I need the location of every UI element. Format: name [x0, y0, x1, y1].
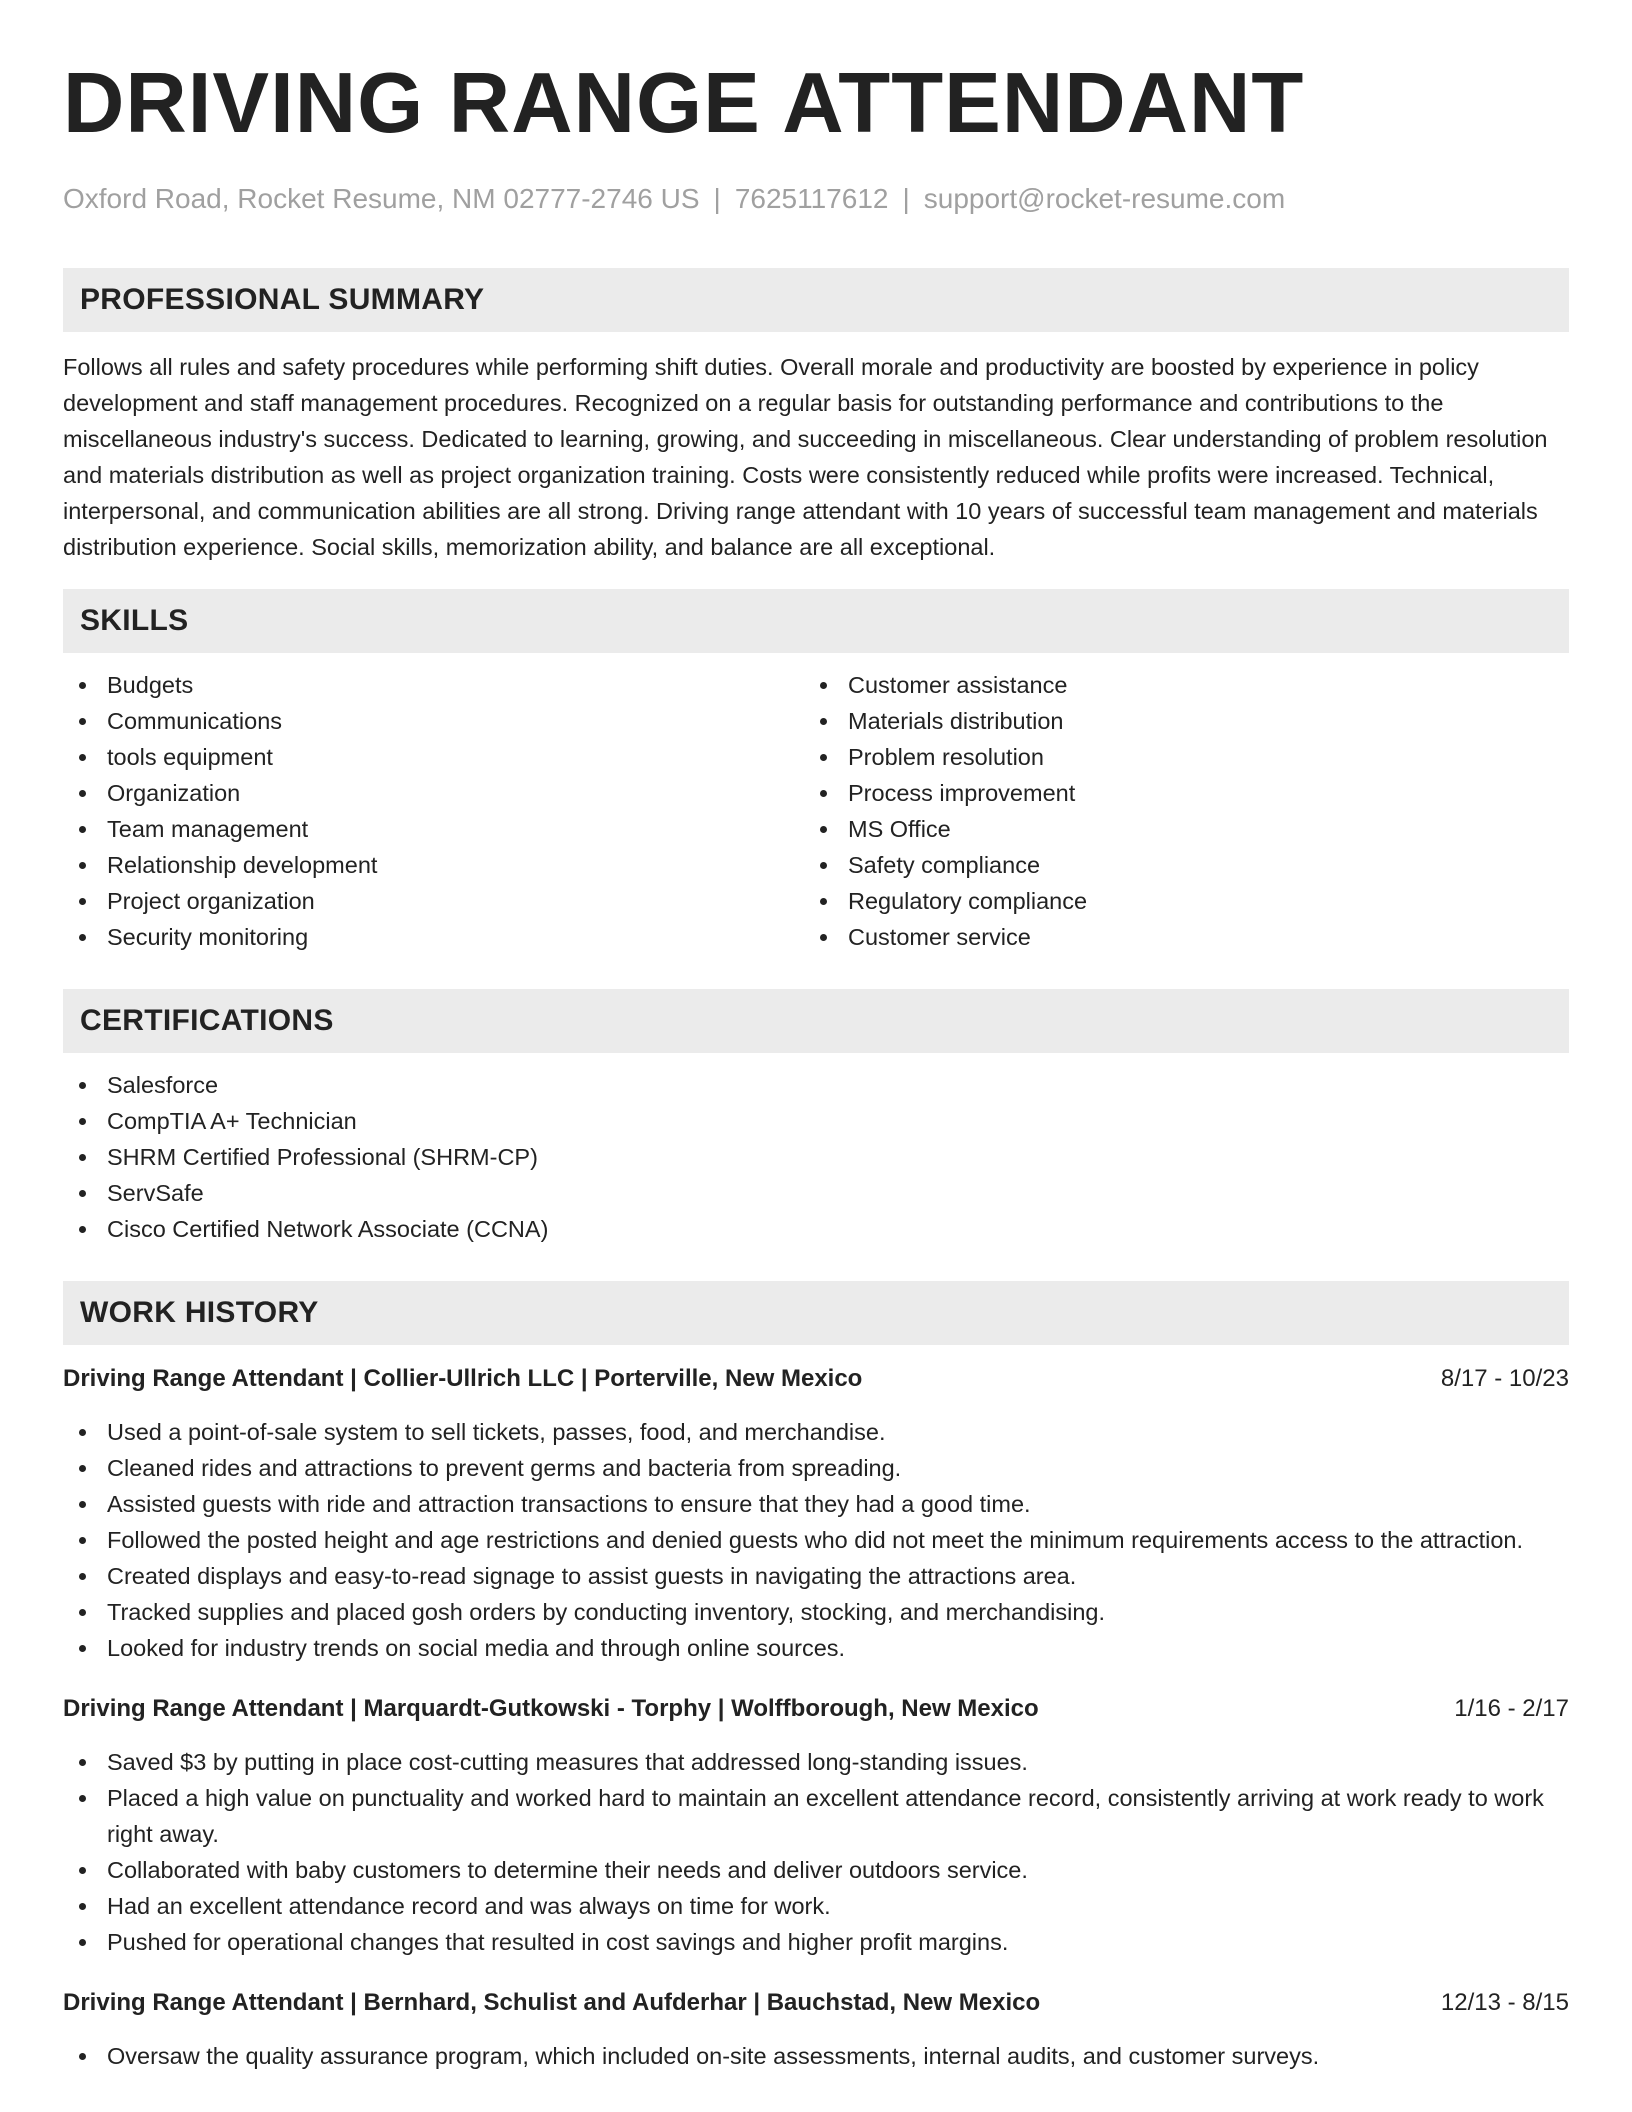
contact-address: Oxford Road, Rocket Resume, NM 02777-2746 US: [63, 183, 700, 214]
certification-item: CompTIA A+ Technician: [63, 1103, 1569, 1139]
job-title: Driving Range Attendant | Marquardt-Gutkowski - Torphy | Wolffborough, New Mexico: [63, 1695, 1039, 1722]
skills-list-right: [804, 667, 1545, 955]
job-entry: [63, 1986, 1569, 2074]
contact-separator: |: [713, 183, 721, 214]
job-bullet: Assisted guests with ride and attraction transactions to ensure that they had a good time.: [63, 1486, 1569, 1522]
job-header: [63, 1362, 1569, 1396]
skill-item: Relationship development: [63, 847, 804, 883]
certification-item: ServSafe: [63, 1175, 1569, 1211]
job-bullet: Tracked supplies and placed gosh orders by conducting inventory, stocking, and merchandising.: [63, 1594, 1569, 1630]
skill-item: Team management: [63, 811, 804, 847]
job-title: Driving Range Attendant | Collier-Ullrich LLC | Porterville, New Mexico: [63, 1365, 863, 1392]
skills-list-left: [63, 667, 804, 955]
job-title: Driving Range Attendant | Bernhard, Schulist and Aufderhar | Bauchstad, New Mexico: [63, 1989, 1041, 2016]
contact-separator: |: [902, 183, 910, 214]
skill-item: Safety compliance: [804, 847, 1545, 883]
certification-item: Salesforce: [63, 1067, 1569, 1103]
contact-line: [63, 182, 1569, 216]
job-bullets: [63, 1414, 1569, 1666]
job-dates: 1/16 - 2/17: [1454, 1695, 1569, 1722]
skill-item: Materials distribution: [804, 703, 1545, 739]
job-bullet: Used a point-of-sale system to sell tickets, passes, food, and merchandise.: [63, 1414, 1569, 1450]
job-bullet: Cleaned rides and attractions to prevent germs and bacteria from spreading.: [63, 1450, 1569, 1486]
skill-item: Problem resolution: [804, 739, 1545, 775]
section-header-skills: SKILLS: [63, 589, 1569, 653]
job-bullet: Placed a high value on punctuality and worked hard to maintain an excellent attendance record, consistently arriving at work ready to work right away.: [63, 1780, 1569, 1852]
summary-text: Follows all rules and safety procedures while performing shift duties. Overall morale and productivity are boosted by experience in policy development and staff management procedures. Recognized on a regular basis for outstanding performance and contributions to the miscellaneous industry's success. Dedicated to learning, growing, and succeeding in miscellaneous. Clear understanding of problem resolution and materials distribution as well as project organization training. Costs were consistently reduced while profits were increased. Technical, interpersonal, and communication abilities are all strong. Driving range attendant with 10 years of successful team management and materials distribution experience. Social skills, memorization ability, and balance are all exceptional.: [63, 354, 1548, 560]
job-bullets: [63, 2038, 1569, 2074]
job-bullet: Collaborated with baby customers to determine their needs and deliver outdoors service.: [63, 1852, 1569, 1888]
skills-columns: [63, 667, 1569, 955]
job-header: [63, 1692, 1569, 1726]
job-bullets: [63, 1744, 1569, 1960]
job-entry: [63, 1362, 1569, 1666]
job-bullet: Created displays and easy-to-read signage to assist guests in navigating the attractions area.: [63, 1558, 1569, 1594]
skill-item: Regulatory compliance: [804, 883, 1545, 919]
certification-item: SHRM Certified Professional (SHRM-CP): [63, 1139, 1569, 1175]
skill-item: Project organization: [63, 883, 804, 919]
job-bullet: Saved $3 by putting in place cost-cutting measures that addressed long-standing issues.: [63, 1744, 1569, 1780]
job-dates: 8/17 - 10/23: [1440, 1365, 1569, 1392]
job-bullet: Pushed for operational changes that resulted in cost savings and higher profit margins.: [63, 1924, 1569, 1960]
section-header-certifications: CERTIFICATIONS: [63, 989, 1569, 1053]
skill-item: Communications: [63, 703, 804, 739]
job-bullet: Looked for industry trends on social media and through online sources.: [63, 1630, 1569, 1666]
job-entry: [63, 1692, 1569, 1960]
job-bullet: Followed the posted height and age restrictions and denied guests who did not meet the minimum requirements access to the attraction.: [63, 1522, 1569, 1558]
skill-item: tools equipment: [63, 739, 804, 775]
section-header-work-history: WORK HISTORY: [63, 1281, 1569, 1345]
certifications-list: [63, 1067, 1569, 1247]
skill-item: MS Office: [804, 811, 1545, 847]
certification-item: Cisco Certified Network Associate (CCNA): [63, 1211, 1569, 1247]
candidate-name: DRIVING RANGE ATTENDANT: [63, 56, 1305, 151]
job-bullet: Oversaw the quality assurance program, which included on-site assessments, internal audits, and customer surveys.: [63, 2038, 1569, 2074]
work-history-list: [63, 1362, 1569, 2074]
skill-item: Customer service: [804, 919, 1545, 955]
skill-item: Security monitoring: [63, 919, 804, 955]
job-bullet: Had an excellent attendance record and was always on time for work.: [63, 1888, 1569, 1924]
contact-phone: 7625117612: [734, 183, 889, 214]
skill-item: Organization: [63, 775, 804, 811]
skill-item: Customer assistance: [804, 667, 1545, 703]
section-header-summary: PROFESSIONAL SUMMARY: [63, 268, 1569, 332]
skill-item: Process improvement: [804, 775, 1545, 811]
job-header: [63, 1986, 1569, 2020]
contact-email[interactable]: support@rocket-resume.com: [923, 183, 1286, 214]
skill-item: Budgets: [63, 667, 804, 703]
job-dates: 12/13 - 8/15: [1440, 1989, 1569, 2016]
